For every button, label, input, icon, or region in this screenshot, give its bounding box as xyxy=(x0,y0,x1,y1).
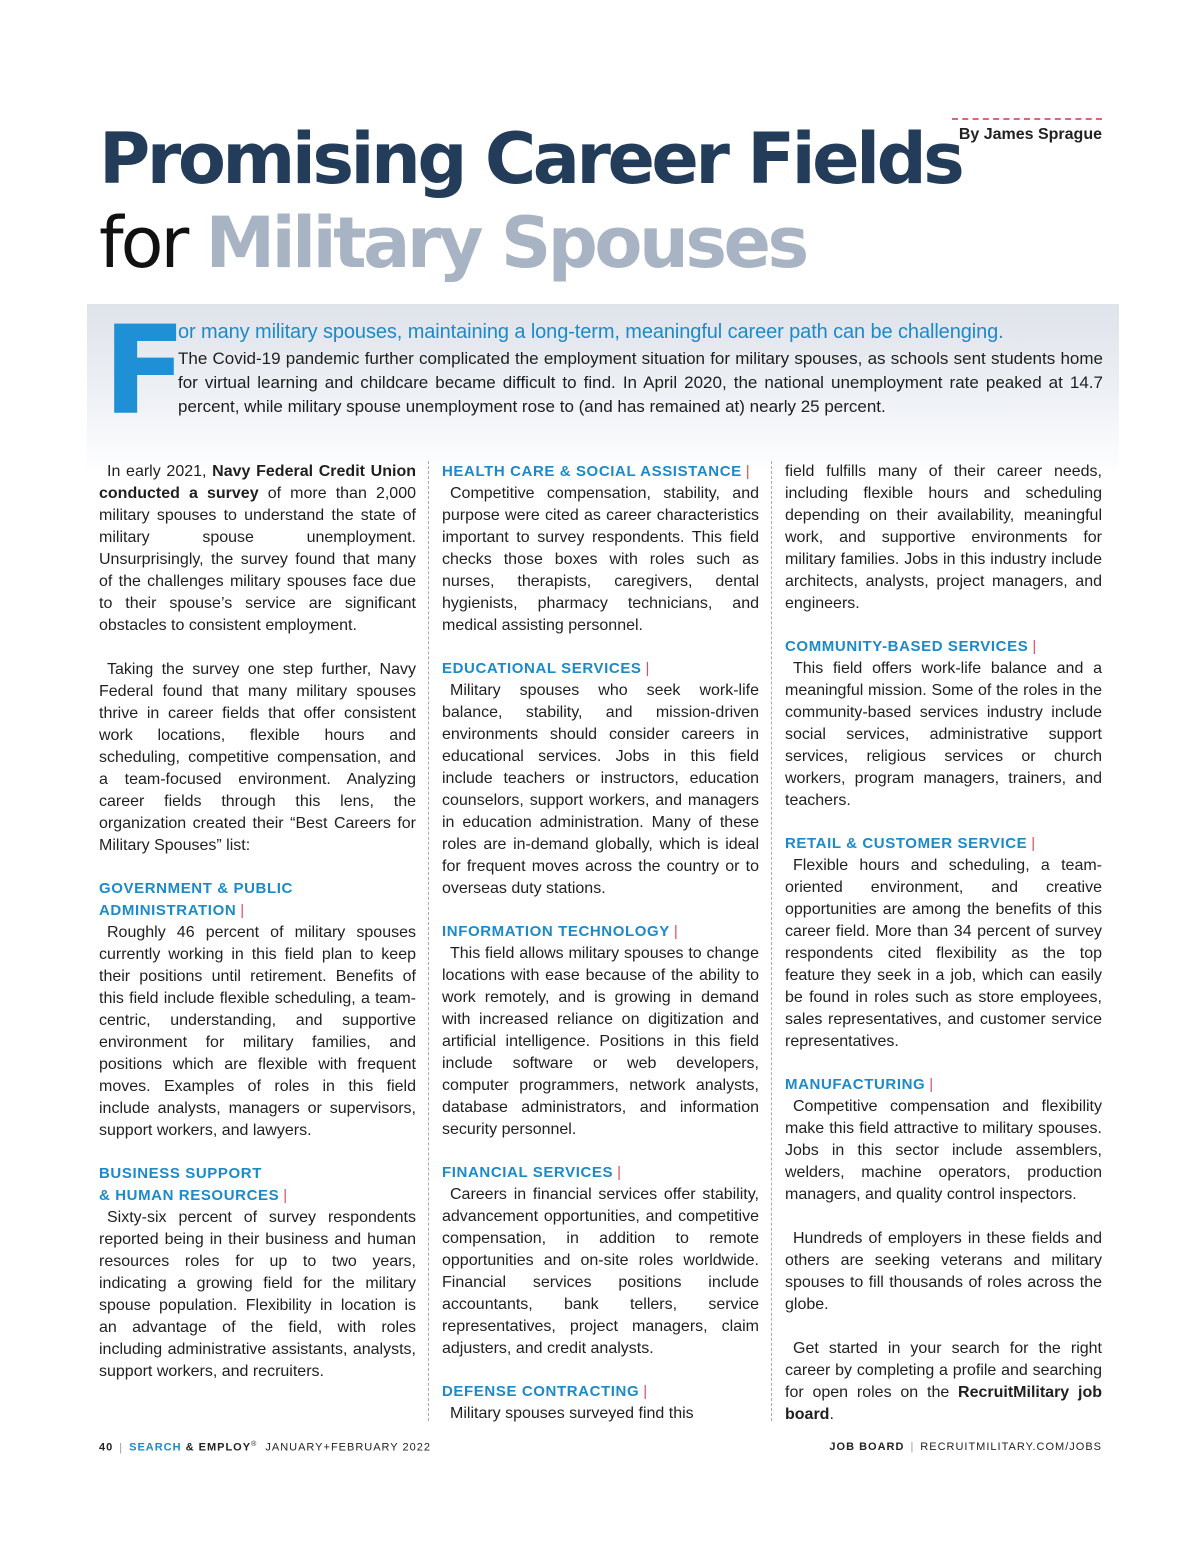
magazine-name: SEARCH xyxy=(129,1441,182,1454)
separator: | xyxy=(119,1441,124,1454)
title-emphasis: Military Spouses xyxy=(205,202,806,284)
section-heading xyxy=(442,1162,759,1184)
footer-right xyxy=(829,1441,1102,1453)
section-heading xyxy=(99,878,416,922)
text: . xyxy=(829,1406,834,1423)
heading-text: GOVERNMENT & PUBLIC xyxy=(99,880,293,897)
accent-bar: | xyxy=(617,1164,622,1181)
title-for: for xyxy=(99,202,187,284)
paragraph xyxy=(785,1338,1102,1426)
registered-mark: ® xyxy=(251,1441,258,1448)
article-title xyxy=(99,118,962,286)
accent-bar: | xyxy=(645,660,651,677)
paragraph: Roughly 46 percent of military spouses currently working in this field plan to keep their positions until retirement. Benefits of this field include flexible scheduling, a team-centric, understanding, and supportive environment for military families, and positions which are flexible with frequent moves. Examples of roles in this field include analysts, managers or supervisors, support workers, and lawyers. xyxy=(99,924,416,1139)
section-heading xyxy=(785,1074,1102,1096)
page-number: 40 xyxy=(99,1441,114,1454)
paragraph: Hundreds of employers in these fields and others are seeking veterans and military spouses to fill thousands of roles across the globe. xyxy=(785,1230,1102,1313)
heading-text: MANUFACTURING xyxy=(785,1076,926,1093)
magazine-name-suffix: & EMPLOY xyxy=(185,1441,252,1454)
accent-bar: | xyxy=(929,1076,934,1093)
paragraph: Military spouses surveyed find this xyxy=(450,1405,694,1422)
column-divider xyxy=(771,461,772,1421)
section-heading xyxy=(785,636,1102,658)
paragraph: This field allows military spouses to change locations with ease because of the ability to work remotely, and is growing in demand with increased reliance on digitization and artificial intelligence. Positions in this field include software or web developers, computer programmers, network analysts, database administrators, and information security personnel. xyxy=(442,945,759,1138)
accent-bar: | xyxy=(283,1187,288,1204)
intro-lead: or many military spouses, maintaining a long-term, meaningful career path can be challenging. xyxy=(178,321,1004,343)
heading-text: DEFENSE CONTRACTING xyxy=(442,1383,640,1400)
paragraph: Flexible hours and scheduling, a team-oriented environment, and creative opportunities are among the benefits of this career field. More than 34 percent of survey respondents cited flexibility as the top feature they seek in a job, which can easily be found in roles such as store employees, sales representatives, and customer service representatives. xyxy=(785,857,1102,1050)
section-heading xyxy=(442,921,759,943)
paragraph: Careers in financial services offer stability, advancement opportunities, and competitive compensation, in addition to remote opportunities and on-site roles worldwide. Financial services positions include accountants, bank tellers, service representatives, project managers, claim adjusters, and credit analysts. xyxy=(442,1186,759,1357)
paragraph xyxy=(99,461,416,637)
footer-left xyxy=(99,1441,431,1454)
heading-text: FINANCIAL SERVICES xyxy=(442,1164,614,1181)
section-heading xyxy=(442,1381,759,1403)
paragraph: Sixty-six percent of survey respondents reported being in their business and human resources roles for up to two years, indicating a growing field for the military spouse population. Flexibility in location is an advantage of the field, with roles including administrative assistants, analysts, support workers, and recruiters. xyxy=(99,1209,416,1380)
byline: By James Sprague xyxy=(952,118,1102,144)
paragraph: Competitive compensation and flexibility make this field attractive to military spouses. Jobs in this sector include assemblers, welders, machine operators, production managers, and quality control inspectors. xyxy=(785,1098,1102,1203)
heading-text: COMMUNITY-BASED SERVICES xyxy=(785,638,1029,655)
heading-text: INFORMATION TECHNOLOGY xyxy=(442,923,670,940)
paragraph: field fulfills many of their career needs, including flexible hours and scheduling depending on their availability, meaningful work, and supportive environments for military families. Jobs in this industry include architects, analysts, project managers, and engineers. xyxy=(785,463,1102,612)
title-line-2 xyxy=(99,200,939,286)
bold-text: Navy Federal Credit Union conducted a survey xyxy=(99,463,416,502)
heading-text: & HUMAN RESOURCES xyxy=(99,1187,280,1204)
section-heading xyxy=(442,461,759,483)
section-heading xyxy=(442,658,759,680)
column-divider xyxy=(428,461,429,1421)
accent-bar: | xyxy=(240,902,245,919)
accent-bar: | xyxy=(1032,638,1037,655)
text: Get started in your search for the right career by completing a profile and searching for open roles on the xyxy=(785,1340,1102,1401)
accent-bar: | xyxy=(1031,835,1036,852)
accent-bar: | xyxy=(673,923,679,940)
drop-cap: F xyxy=(103,300,187,442)
column-2 xyxy=(442,461,759,1425)
paragraph: This field offers work-life balance and a meaningful mission. Some of the roles in the community-based services industry include social services, administrative support services, religious services or church workers, program managers, trainers, and teachers. xyxy=(785,660,1102,809)
section-heading xyxy=(99,1163,416,1207)
paragraph: Taking the survey one step further, Navy Federal found that many military spouses thrive in career fields that offer consistent work locations, flexible hours and scheduling, competitive compensation, and a team-focused environment. Analyzing career fields through this lens, the organization created their “Best Careers for Military Spouses” list: xyxy=(99,661,416,854)
accent-bar: | xyxy=(643,1383,648,1400)
heading-text: HEALTH CARE & SOCIAL ASSISTANCE xyxy=(442,463,742,480)
paragraph: Military spouses who seek work-life balance, stability, and mission-driven environments should consider careers in educational services. Jobs in this field include teachers or instructors, education counselors, support workers, and managers in education administration. Many of these roles are in-demand globally, which is ideal for frequent moves across the country or to overseas duty stations. xyxy=(442,682,759,897)
column-1 xyxy=(99,461,416,1383)
job-board-link[interactable]: RecruitMilitary job board xyxy=(785,1384,1102,1423)
title-line-1: Promising Career Fields xyxy=(99,118,962,200)
job-board-label: JOB BOARD xyxy=(829,1441,905,1453)
text: of more than 2,000 military spouses to understand the state of military spouse unemployment. Unsurprisingly, the survey found that many of the challenges military spouses face due to their spouse’s service are significant obstacles to consistent employment. xyxy=(99,485,416,634)
heading-text: ADMINISTRATION xyxy=(99,902,237,919)
issue-date: JANUARY+FEBRUARY 2022 xyxy=(265,1441,431,1454)
heading-text: RETAIL & CUSTOMER SERVICE xyxy=(785,835,1028,852)
text: In early 2021, xyxy=(107,463,213,480)
footer-url[interactable]: RECRUITMILITARY.COM/JOBS xyxy=(920,1441,1102,1453)
heading-text: EDUCATIONAL SERVICES xyxy=(442,660,642,677)
intro-body: The Covid-19 pandemic further complicated the employment situation for military spouses, as schools sent students home for virtual learning and childcare became difficult to find. In April 2020, the national unemployment rate peaked at 14.7 percent, while military spouse unemployment rose to (and has remained at) nearly 25 percent. xyxy=(178,349,1103,416)
heading-text: BUSINESS SUPPORT xyxy=(99,1165,262,1182)
column-3 xyxy=(785,461,1102,1426)
section-heading xyxy=(785,833,1102,855)
accent-bar: | xyxy=(745,463,751,480)
paragraph: Competitive compensation, stability, and purpose were cited as career characteristics important to survey respondents. This field checks those boxes with roles such as nurses, therapists, caregivers, dental hygienists, pharmacy technicians, and medical assisting personnel. xyxy=(442,485,759,634)
separator: | xyxy=(910,1441,915,1453)
